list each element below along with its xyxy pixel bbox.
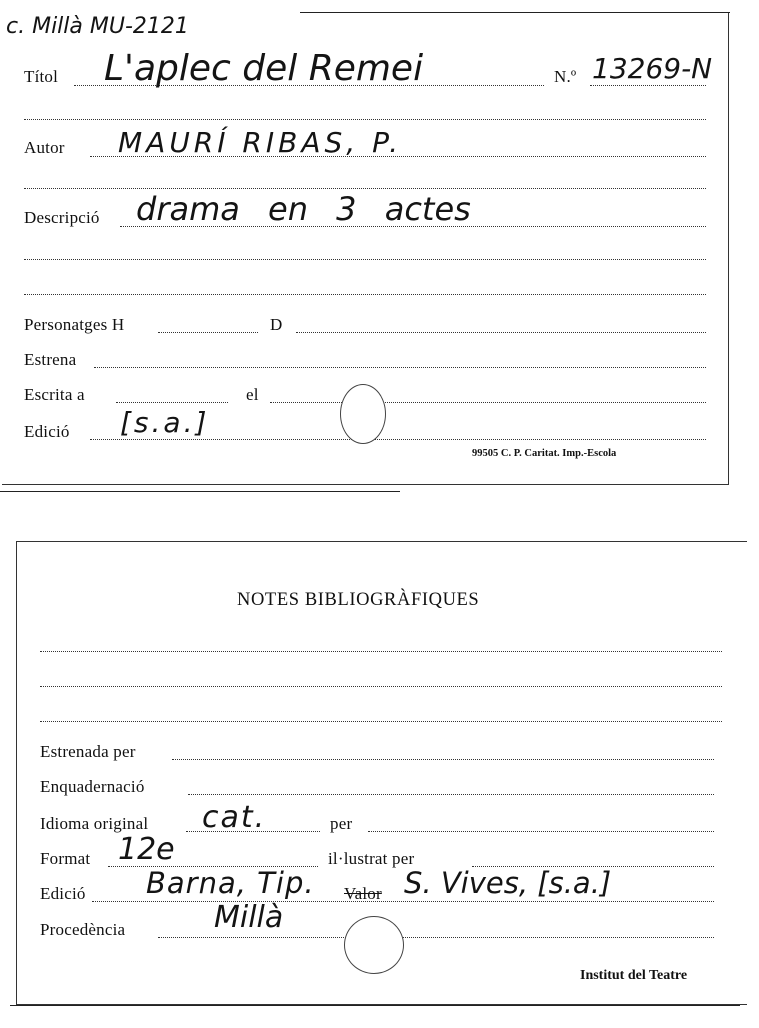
punch-hole	[340, 384, 386, 444]
idioma-label: Idioma original	[40, 814, 149, 833]
numero-label: N.º	[554, 67, 577, 86]
illustrat-label: il·lustrat per	[328, 849, 415, 868]
institution-name: Institut del Teatre	[580, 968, 688, 983]
personatges-label: Personatges H	[24, 315, 125, 334]
numero-value: 13269-N	[592, 52, 713, 85]
blank-line	[24, 294, 706, 295]
card-top-edge	[300, 12, 730, 13]
edicio2-label: Edició	[40, 884, 86, 903]
personatges-h-line	[158, 332, 258, 333]
descripcio-label: Descripció	[24, 208, 100, 227]
estrenada-line	[172, 759, 714, 760]
enquadernacio-label: Enquadernació	[40, 777, 145, 796]
blank-line	[40, 721, 722, 722]
titol-label: Títol	[24, 67, 59, 86]
estrena-label: Estrena	[24, 350, 77, 369]
personatges-d-line	[296, 332, 706, 333]
edicio-label: Edició	[24, 422, 70, 441]
procedencia-value: Millà	[214, 900, 284, 935]
format-value: 12e	[118, 832, 175, 867]
el-line	[270, 402, 706, 403]
corner-note: c. Millà MU-2121	[6, 14, 189, 39]
edicio2-line	[92, 901, 714, 902]
blank-line	[40, 686, 722, 687]
edicio2-value-1: Barna, Tip.	[146, 866, 315, 900]
titol-value: L'aplec del Remei	[104, 48, 424, 89]
format-label: Format	[40, 849, 91, 868]
escrita-line	[116, 402, 228, 403]
enquadernacio-line	[188, 794, 714, 795]
numero-line	[590, 85, 706, 86]
descripcio-value: drama en 3 actes	[136, 190, 471, 228]
estrena-line	[94, 367, 706, 368]
edicio2-value-2: S. Vives, [s.a.]	[404, 866, 612, 900]
printer-footer: 99505 C. P. Caritat. Imp.-Escola	[472, 448, 617, 459]
card-bottom-edge	[10, 1005, 740, 1006]
el-label: el	[246, 385, 259, 404]
blank-line	[24, 119, 706, 120]
procedencia-label: Procedència	[40, 920, 126, 939]
punch-hole	[344, 916, 404, 974]
per-line	[368, 831, 714, 832]
autor-label: Autor	[24, 138, 65, 157]
blank-line	[40, 651, 722, 652]
valor-label: Valor	[344, 884, 382, 903]
escrita-label: Escrita a	[24, 385, 85, 404]
autor-value: MAURÍ RIBAS, P.	[118, 126, 402, 159]
blank-line	[24, 188, 706, 189]
notes-heading: NOTES BIBLIOGRÀFIQUES	[237, 590, 480, 610]
idioma-value: cat.	[202, 800, 267, 835]
procedencia-line	[158, 937, 714, 938]
per-label: per	[330, 814, 353, 833]
blank-line	[24, 259, 706, 260]
edicio-value: [s.a.]	[120, 406, 210, 439]
estrenada-label: Estrenada per	[40, 742, 136, 761]
d-label: D	[270, 315, 283, 334]
edicio-line	[90, 439, 706, 440]
card-bottom-underline	[0, 491, 400, 492]
